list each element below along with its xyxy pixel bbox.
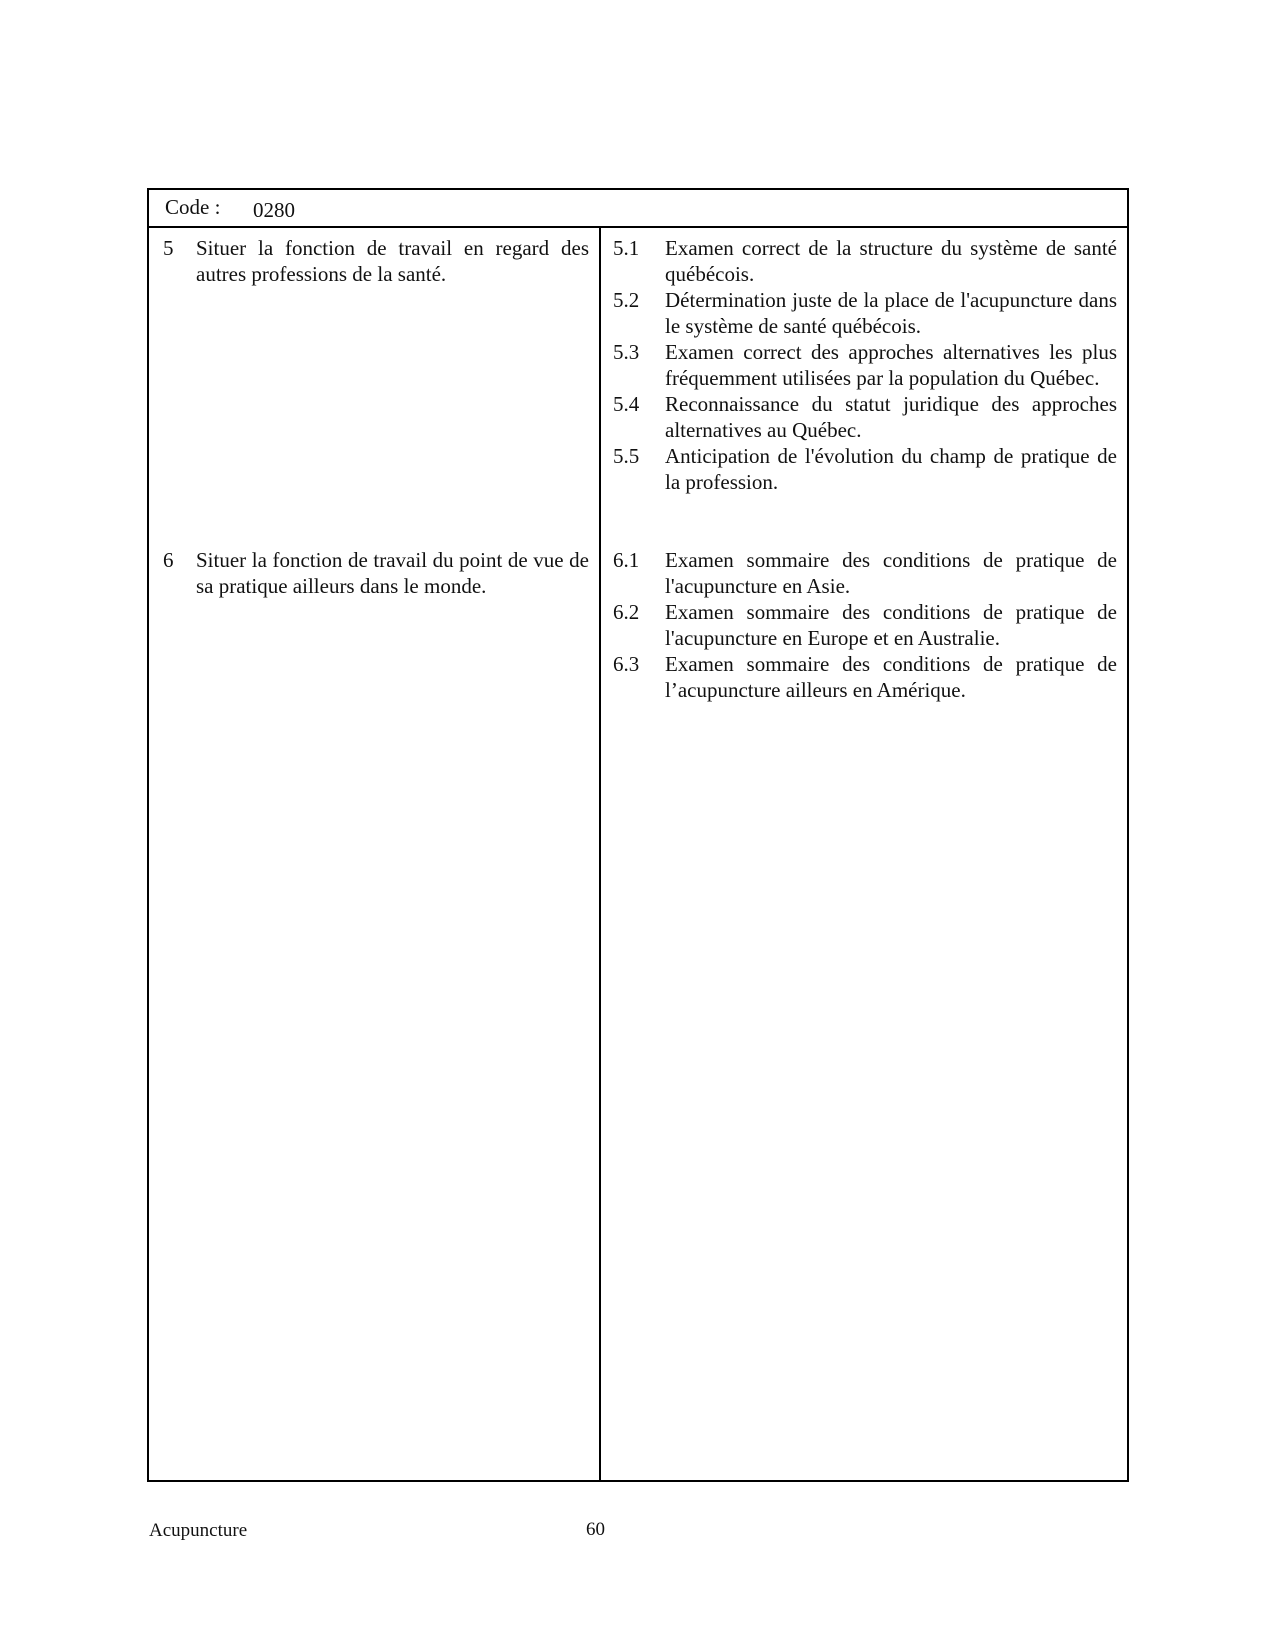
footer-page-number: 60 [586,1519,605,1540]
criterion-text: Examen sommaire des conditions de pratique de l'acupuncture en Asie. [665,548,1117,598]
code-label: Code : [165,195,221,219]
criterion-number: 6.2 [613,600,640,624]
criterion-item [601,651,1127,703]
code-header-row [149,190,1127,228]
criterion-item [601,391,1127,443]
criterion-number: 5.1 [613,236,640,260]
competency-statement: Situer la fonction de travail du point de vue de sa pratique ailleurs dans le monde. [196,548,589,598]
criterion-text: Détermination juste de la place de l'acupuncture dans le système de santé québécois. [665,288,1117,338]
criterion-item [601,547,1127,599]
criterion-item [601,235,1127,287]
criterion-text: Examen sommaire des conditions de pratique de l'acupuncture en Europe et en Australie. [665,600,1117,650]
criterion-item [601,287,1127,339]
footer-program-name: Acupuncture [149,1520,248,1541]
criterion-item [601,599,1127,651]
criterion-item [601,339,1127,391]
criterion-number: 5.4 [613,392,640,416]
criterion-number: 6.3 [613,652,640,676]
competency-table [147,188,1129,1482]
criterion-number: 5.3 [613,340,640,364]
criterion-text: Examen correct de la structure du système de santé québécois. [665,236,1117,286]
criterion-number: 5.2 [613,288,640,312]
competency-number: 6 [163,548,174,572]
criterion-number: 5.5 [613,444,640,468]
criterion-number: 6.1 [613,548,640,572]
competency-number: 5 [163,236,174,260]
criterion-text: Examen correct des approches alternatives les plus fréquemment utilisées par la population du Québec. [665,340,1117,390]
criteria-list-6 [601,547,1127,703]
criteria-list-5 [601,235,1127,495]
criterion-text: Examen sommaire des conditions de pratique de l’acupuncture ailleurs en Amérique. [665,652,1117,702]
code-value: 0280 [253,198,295,222]
criterion-text: Anticipation de l'évolution du champ de pratique de la profession. [665,444,1117,494]
competency-statement: Situer la fonction de travail en regard des autres professions de la santé. [196,236,589,286]
criterion-text: Reconnaissance du statut juridique des approches alternatives au Québec. [665,392,1117,442]
criterion-item [601,443,1127,495]
